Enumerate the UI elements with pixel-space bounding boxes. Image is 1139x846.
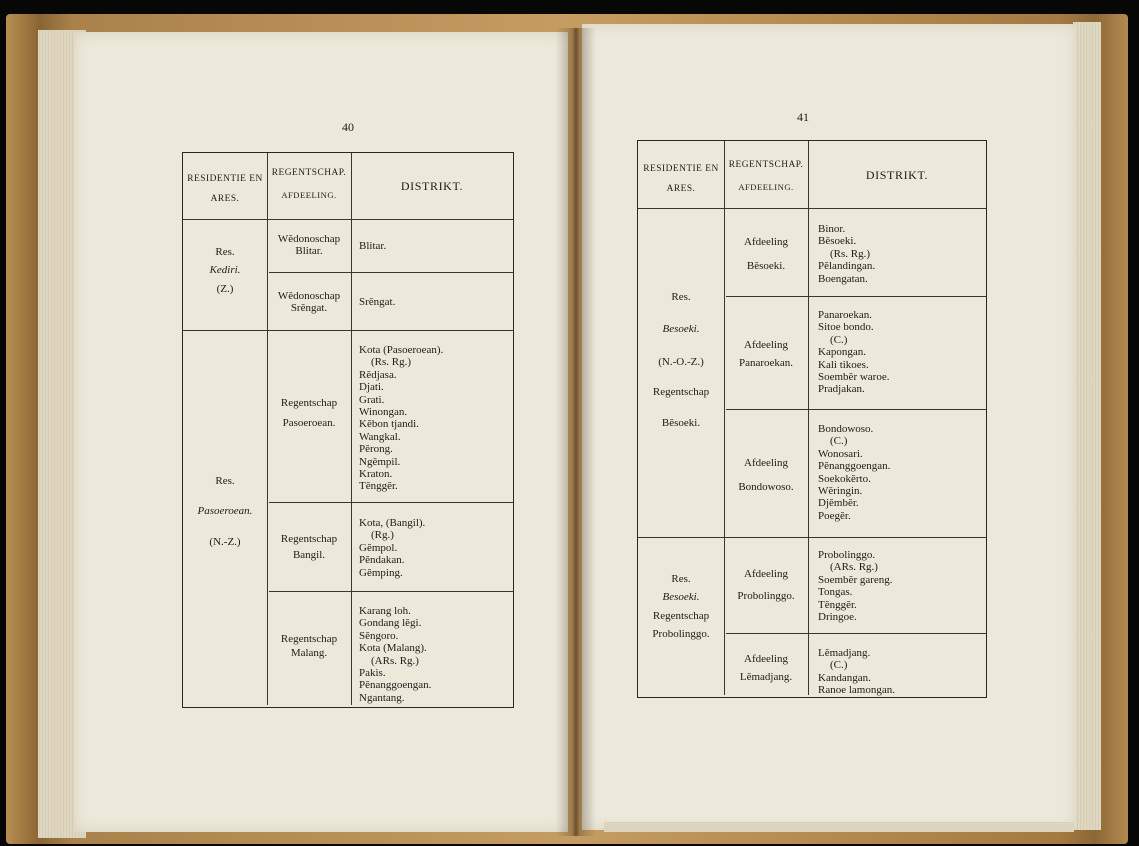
regentschap-malang: Regentschap Malang. [280,633,338,660]
distrikt-list: Panaroekan. Sitoe bondo. (C.) Kapongan. Kali tikoes. Soembĕr waroe. Pradjakan. [818,309,890,396]
afdeeling-lemadjang: Afdeeling Lĕmadjang. [739,653,793,684]
afdeeling-besoeki: Afdeeling Bĕsoeki. [744,236,788,273]
left-table [182,152,514,708]
distrikt-list: Lĕmadjang. (C.) Kandangan. Ranoe lamongan. [818,647,895,697]
regentschap-srengat: Wĕdonoschap Srĕngat. [277,290,341,315]
afdeeling-probolinggo: Afdeeling Probolinggo. [737,568,795,603]
header-regentschap: REGENTSCHAP. AFDEELING. [728,160,804,193]
distrikt-list: Blitar. [359,240,387,252]
afdeeling-bondowoso: Afdeeling Bondowoso. [738,457,794,494]
residentie-pasoeroean: Res. Pasoeroean. (N.-Z.) [197,475,253,548]
distrikt-list: Probolinggo. (ARs. Rg.) Soembĕr gareng. Tongas. Tĕnggĕr. Dringoe. [818,549,893,624]
page-number: 41 [797,110,809,124]
afdeeling-panaroekan: Afdeeling Panaroekan. [738,339,794,370]
right-page [582,24,1076,830]
page-number: 40 [342,120,354,134]
distrikt-list: Kota (Pasoeroean). (Rs. Rg.) Rĕdjasa. Djati. Grati. Winongan. Kĕbon tjandi. Wangkal. Pĕrong. Ngĕmpil. Kraton. Tĕnggĕr. [359,344,444,493]
residentie-probolinggo: Res. Besoeki. Regentschap Probolinggo. [652,573,710,641]
header-residentie: RESIDENTIE EN ARES. [643,164,719,195]
distrikt-list: Bondowoso. (C.) Wonosari. Pĕnanggoengan. Soekokĕrto. Wĕringin. Djĕmbĕr. Poegĕr. [818,423,891,522]
distrikt-list: Karang loh. Gondang lĕgi. Sĕngoro. Kota (Malang). (ARs. Rg.) Pakis. Pĕnanggoengan. Ngantang. [359,605,432,704]
distrikt-list: Binor. Bĕsoeki. (Rs. Rg.) Pĕlandingan. Boengatan. [818,223,876,285]
regentschap-pasoeroean: Regentschap Pasoeroean. [280,397,338,430]
header-residentie: RESIDENTIE EN ARES. [187,174,263,205]
distrikt-list: Kota, (Bangil). (Rg.) Gĕmpol. Pĕndakan. Gĕmping. [359,517,426,579]
book-gutter [556,28,596,836]
regentschap-bangil: Regentschap Bangil. [280,533,338,562]
distrikt-list: Srĕngat. [359,296,396,308]
header-regentschap: REGENTSCHAP. AFDEELING. [271,168,347,201]
header-distrikt: DISTRIKT. [865,168,929,182]
page-edges-bottom [604,822,1074,832]
right-table [637,140,987,698]
page-edges-right [1073,22,1101,830]
left-page [74,32,568,832]
header-distrikt: DISTRIKT. [400,179,464,193]
regentschap-blitar: Wĕdonoschap Blitar. [277,233,341,258]
residentie-besoeki: Res. Besoeki. (N.-O.-Z.) Regentschap Bĕsoeki. [652,291,710,429]
residentie-kediri: Res. Kediri. (Z.) [209,246,241,295]
